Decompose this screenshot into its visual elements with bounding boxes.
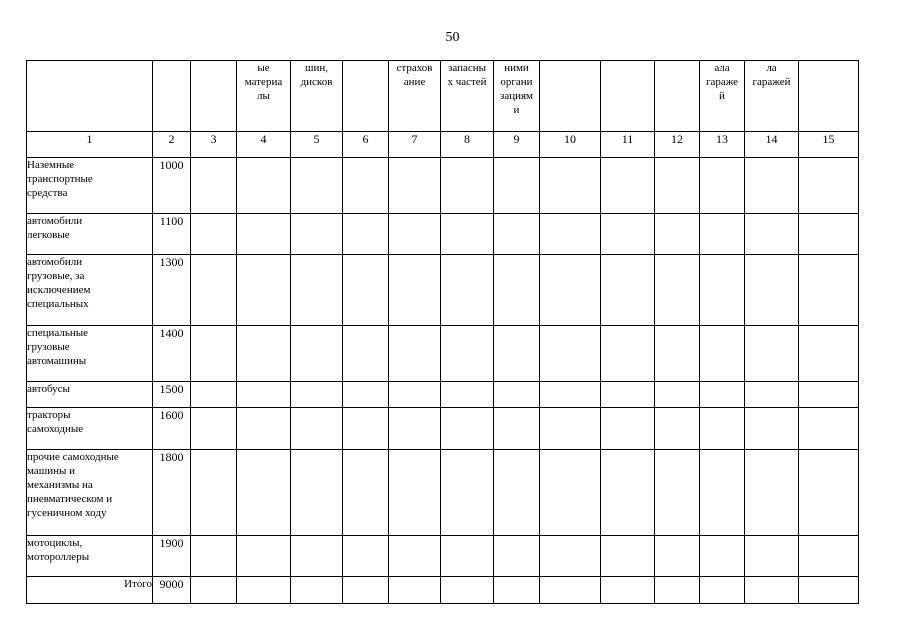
row-code: 1600 — [153, 408, 191, 450]
empty-cell[interactable] — [700, 326, 745, 382]
row-label-cell — [27, 408, 153, 450]
empty-cell[interactable] — [389, 214, 441, 255]
column-header-14 — [745, 61, 799, 132]
page-number: 50 — [445, 30, 460, 45]
empty-cell[interactable] — [389, 382, 441, 408]
empty-cell[interactable] — [655, 214, 700, 255]
empty-cell[interactable] — [700, 214, 745, 255]
column-header-1 — [27, 61, 153, 132]
empty-cell[interactable] — [799, 255, 859, 326]
row-label: тракторы самоходные — [27, 409, 84, 435]
empty-cell[interactable] — [441, 382, 494, 408]
empty-cell[interactable] — [540, 214, 601, 255]
empty-cell[interactable] — [601, 158, 655, 214]
empty-cell[interactable] — [291, 577, 343, 604]
empty-cell[interactable] — [700, 577, 745, 604]
empty-cell[interactable] — [540, 536, 601, 577]
empty-cell[interactable] — [237, 326, 291, 382]
empty-cell[interactable] — [700, 255, 745, 326]
empty-cell[interactable] — [343, 255, 389, 326]
row-label: Наземные транспортные средства — [27, 159, 93, 199]
column-header-text: шин, дисков — [300, 62, 333, 88]
total-row — [27, 577, 859, 604]
column-header-text: ала гараже й — [705, 62, 739, 102]
empty-cell[interactable] — [799, 450, 859, 536]
column-header-12 — [655, 61, 700, 132]
empty-cell[interactable] — [343, 214, 389, 255]
row-label-cell — [27, 214, 153, 255]
empty-cell[interactable] — [494, 450, 540, 536]
empty-cell[interactable] — [343, 382, 389, 408]
empty-cell[interactable] — [191, 577, 237, 604]
column-header-15 — [799, 61, 859, 132]
column-number-row — [27, 132, 859, 158]
table-row — [27, 326, 859, 382]
column-number: 7 — [389, 132, 441, 158]
empty-cell[interactable] — [291, 326, 343, 382]
empty-cell[interactable] — [700, 408, 745, 450]
row-label-cell — [27, 450, 153, 536]
column-number: 9 — [494, 132, 540, 158]
row-code: 1800 — [153, 450, 191, 536]
table-row — [27, 255, 859, 326]
table-row — [27, 158, 859, 214]
row-label: мотоциклы, мотороллеры — [27, 537, 90, 563]
empty-cell[interactable] — [700, 158, 745, 214]
column-number: 15 — [799, 132, 859, 158]
column-header-4 — [237, 61, 291, 132]
empty-cell[interactable] — [494, 382, 540, 408]
empty-cell[interactable] — [601, 408, 655, 450]
empty-cell[interactable] — [494, 158, 540, 214]
empty-cell[interactable] — [389, 577, 441, 604]
empty-cell[interactable] — [540, 158, 601, 214]
empty-cell[interactable] — [799, 326, 859, 382]
empty-cell[interactable] — [191, 326, 237, 382]
empty-cell[interactable] — [191, 408, 237, 450]
empty-cell[interactable] — [291, 158, 343, 214]
empty-cell[interactable] — [441, 255, 494, 326]
empty-cell[interactable] — [343, 326, 389, 382]
empty-cell[interactable] — [389, 326, 441, 382]
empty-cell[interactable] — [343, 450, 389, 536]
column-header-2 — [153, 61, 191, 132]
empty-cell[interactable] — [291, 255, 343, 326]
empty-cell[interactable] — [237, 450, 291, 536]
empty-cell[interactable] — [237, 577, 291, 604]
row-code: 1100 — [153, 214, 191, 255]
empty-cell[interactable] — [745, 326, 799, 382]
row-label: прочие самоходные машины и механизмы на пневматическом и гусеничном ходу — [27, 451, 119, 519]
empty-cell[interactable] — [540, 450, 601, 536]
empty-cell[interactable] — [389, 408, 441, 450]
empty-cell[interactable] — [343, 408, 389, 450]
empty-cell[interactable] — [441, 214, 494, 255]
empty-cell[interactable] — [191, 214, 237, 255]
row-label: автобусы — [27, 383, 70, 395]
empty-cell[interactable] — [389, 450, 441, 536]
empty-cell[interactable] — [799, 408, 859, 450]
empty-cell[interactable] — [745, 577, 799, 604]
total-label: Итого — [27, 577, 153, 604]
empty-cell[interactable] — [291, 450, 343, 536]
empty-cell[interactable] — [601, 450, 655, 536]
column-number: 6 — [343, 132, 389, 158]
column-header-10 — [540, 61, 601, 132]
empty-cell[interactable] — [540, 382, 601, 408]
empty-cell[interactable] — [745, 214, 799, 255]
empty-cell[interactable] — [601, 326, 655, 382]
empty-cell[interactable] — [237, 536, 291, 577]
empty-cell[interactable] — [799, 214, 859, 255]
column-number: 11 — [601, 132, 655, 158]
empty-cell[interactable] — [494, 408, 540, 450]
table-row — [27, 450, 859, 536]
empty-cell[interactable] — [343, 536, 389, 577]
empty-cell[interactable] — [191, 382, 237, 408]
row-label: специальные грузовые автомашины — [27, 327, 89, 367]
empty-cell[interactable] — [655, 382, 700, 408]
empty-cell[interactable] — [191, 536, 237, 577]
column-header-text: запасны х частей — [447, 62, 487, 88]
empty-cell[interactable] — [389, 536, 441, 577]
empty-cell[interactable] — [540, 255, 601, 326]
empty-cell[interactable] — [540, 326, 601, 382]
column-header-5 — [291, 61, 343, 132]
column-number: 3 — [191, 132, 237, 158]
report-table — [26, 60, 859, 604]
empty-cell[interactable] — [441, 536, 494, 577]
row-label-cell — [27, 382, 153, 408]
empty-cell[interactable] — [601, 577, 655, 604]
empty-cell[interactable] — [745, 158, 799, 214]
empty-cell[interactable] — [494, 536, 540, 577]
table-row — [27, 536, 859, 577]
column-header-13 — [700, 61, 745, 132]
column-number: 13 — [700, 132, 745, 158]
table-row — [27, 408, 859, 450]
empty-cell[interactable] — [237, 158, 291, 214]
empty-cell[interactable] — [655, 408, 700, 450]
empty-cell[interactable] — [601, 382, 655, 408]
empty-cell[interactable] — [799, 536, 859, 577]
column-header-text: ла гаражей — [752, 62, 791, 88]
column-header-text: ые материа лы — [244, 62, 283, 102]
table-row — [27, 382, 859, 408]
empty-cell[interactable] — [291, 382, 343, 408]
empty-cell[interactable] — [601, 255, 655, 326]
row-label-cell — [27, 158, 153, 214]
empty-cell[interactable] — [191, 158, 237, 214]
empty-cell[interactable] — [441, 326, 494, 382]
empty-cell[interactable] — [700, 536, 745, 577]
total-code: 9000 — [153, 577, 191, 604]
column-number: 8 — [441, 132, 494, 158]
empty-cell[interactable] — [540, 577, 601, 604]
column-header-text: страхов ание — [396, 62, 433, 88]
empty-cell[interactable] — [745, 382, 799, 408]
row-label: автомобили грузовые, за исключением специальных — [27, 256, 91, 310]
row-label-cell — [27, 326, 153, 382]
column-header-8 — [441, 61, 494, 132]
empty-cell[interactable] — [700, 450, 745, 536]
empty-cell[interactable] — [799, 158, 859, 214]
empty-cell[interactable] — [389, 158, 441, 214]
empty-cell[interactable] — [343, 158, 389, 214]
empty-cell[interactable] — [191, 450, 237, 536]
empty-cell[interactable] — [540, 408, 601, 450]
empty-cell[interactable] — [291, 408, 343, 450]
column-number: 4 — [237, 132, 291, 158]
empty-cell[interactable] — [441, 408, 494, 450]
empty-cell[interactable] — [745, 408, 799, 450]
table-row — [27, 214, 859, 255]
column-header-11 — [601, 61, 655, 132]
empty-cell[interactable] — [601, 214, 655, 255]
empty-cell[interactable] — [237, 408, 291, 450]
empty-cell[interactable] — [494, 214, 540, 255]
empty-cell[interactable] — [191, 255, 237, 326]
header-row — [27, 61, 859, 132]
empty-cell[interactable] — [799, 382, 859, 408]
row-label-cell — [27, 536, 153, 577]
column-header-text: ними органи зациям и — [499, 62, 534, 116]
empty-cell[interactable] — [655, 158, 700, 214]
empty-cell[interactable] — [655, 577, 700, 604]
column-number: 14 — [745, 132, 799, 158]
empty-cell[interactable] — [441, 158, 494, 214]
empty-cell[interactable] — [494, 255, 540, 326]
row-code: 1900 — [153, 536, 191, 577]
column-header-9 — [494, 61, 540, 132]
row-label-cell — [27, 255, 153, 326]
empty-cell[interactable] — [745, 255, 799, 326]
empty-cell[interactable] — [441, 577, 494, 604]
column-number: 1 — [27, 132, 153, 158]
column-number: 10 — [540, 132, 601, 158]
empty-cell[interactable] — [389, 255, 441, 326]
empty-cell[interactable] — [237, 214, 291, 255]
column-header-7 — [389, 61, 441, 132]
column-number: 5 — [291, 132, 343, 158]
empty-cell[interactable] — [291, 536, 343, 577]
row-code: 1300 — [153, 255, 191, 326]
row-code: 1000 — [153, 158, 191, 214]
empty-cell[interactable] — [601, 536, 655, 577]
row-code: 1500 — [153, 382, 191, 408]
empty-cell[interactable] — [237, 255, 291, 326]
empty-cell[interactable] — [655, 450, 700, 536]
empty-cell[interactable] — [745, 450, 799, 536]
empty-cell[interactable] — [745, 536, 799, 577]
empty-cell[interactable] — [494, 577, 540, 604]
empty-cell[interactable] — [343, 577, 389, 604]
empty-cell[interactable] — [494, 326, 540, 382]
row-label: автомобили легковые — [27, 215, 83, 241]
column-number: 2 — [153, 132, 191, 158]
empty-cell[interactable] — [291, 214, 343, 255]
empty-cell[interactable] — [655, 255, 700, 326]
empty-cell[interactable] — [799, 577, 859, 604]
column-header-6 — [343, 61, 389, 132]
empty-cell[interactable] — [655, 536, 700, 577]
row-code: 1400 — [153, 326, 191, 382]
empty-cell[interactable] — [655, 326, 700, 382]
empty-cell[interactable] — [700, 382, 745, 408]
column-header-3 — [191, 61, 237, 132]
empty-cell[interactable] — [237, 382, 291, 408]
empty-cell[interactable] — [441, 450, 494, 536]
column-number: 12 — [655, 132, 700, 158]
